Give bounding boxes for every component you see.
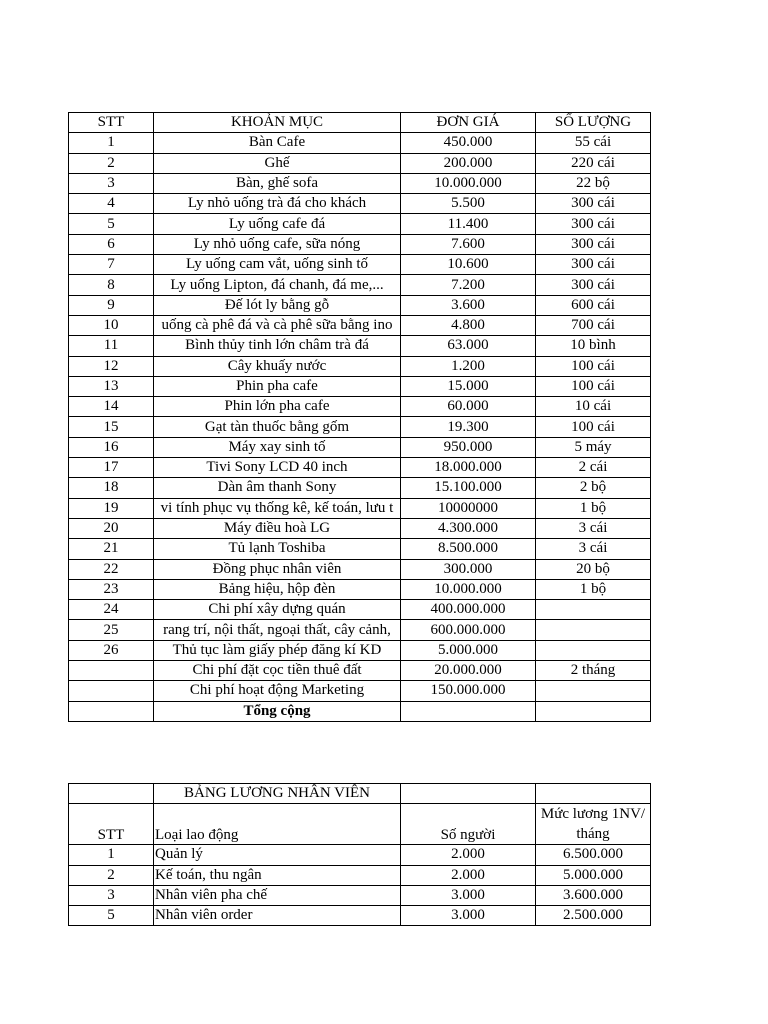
header-unit-price: ĐƠN GIÁ	[401, 113, 536, 133]
stt-cell	[69, 681, 154, 701]
quantity-cell: 5 máy	[536, 437, 651, 457]
unit-price-cell: 15.000	[401, 376, 536, 396]
table-row	[69, 153, 651, 173]
total-price-cell	[401, 701, 536, 721]
unit-price-cell: 60.000	[401, 397, 536, 417]
item-cell: Gạt tàn thuốc bằng gốm	[154, 417, 401, 437]
labor-type-cell: Kế toán, thu ngân	[154, 865, 401, 885]
header-stt: STT	[69, 804, 154, 845]
table-row	[69, 133, 651, 153]
salary-table	[68, 783, 651, 926]
unit-price-cell: 7.200	[401, 275, 536, 295]
stt-cell: 15	[69, 417, 154, 437]
table-row	[69, 437, 651, 457]
table-row	[69, 255, 651, 275]
item-cell: Đồng phục nhân viên	[154, 559, 401, 579]
total-stt-cell	[69, 701, 154, 721]
quantity-cell: 55 cái	[536, 133, 651, 153]
item-cell: rang trí, nội thất, ngoại thất, cây cảnh,	[154, 620, 401, 640]
stt-cell: 12	[69, 356, 154, 376]
table-row	[69, 417, 651, 437]
stt-cell: 19	[69, 498, 154, 518]
unit-price-cell: 5.000.000	[401, 640, 536, 660]
unit-price-cell: 20.000.000	[401, 661, 536, 681]
table-row	[69, 214, 651, 234]
stt-cell: 2	[69, 865, 154, 885]
salary-table-body	[69, 845, 651, 926]
quantity-cell: 10 bình	[536, 336, 651, 356]
item-cell: Ly uống Lipton, đá chanh, đá me,...	[154, 275, 401, 295]
quantity-cell: 300 cái	[536, 255, 651, 275]
unit-price-cell: 1.200	[401, 356, 536, 376]
unit-price-cell: 18.000.000	[401, 458, 536, 478]
stt-cell: 7	[69, 255, 154, 275]
unit-price-cell: 7.600	[401, 234, 536, 254]
item-cell: Cây khuấy nước	[154, 356, 401, 376]
table-row	[69, 336, 651, 356]
quantity-cell	[536, 681, 651, 701]
stt-cell: 1	[69, 845, 154, 865]
stt-cell: 2	[69, 153, 154, 173]
headcount-cell: 2.000	[401, 865, 536, 885]
stt-cell	[69, 661, 154, 681]
stt-cell: 22	[69, 559, 154, 579]
table-row	[69, 620, 651, 640]
labor-type-cell: Quản lý	[154, 845, 401, 865]
item-cell: vi tính phục vụ thống kê, kế toán, lưu t	[154, 498, 401, 518]
item-cell: Đế lót ly bằng gỗ	[154, 295, 401, 315]
header-quantity: SỐ LƯỢNG	[536, 113, 651, 133]
headcount-cell: 3.000	[401, 885, 536, 905]
table-row	[69, 559, 651, 579]
unit-price-cell: 300.000	[401, 559, 536, 579]
quantity-cell	[536, 600, 651, 620]
salary-cell: 5.000.000	[536, 865, 651, 885]
unit-price-cell: 19.300	[401, 417, 536, 437]
unit-price-cell: 950.000	[401, 437, 536, 457]
table-row	[69, 315, 651, 335]
stt-cell: 13	[69, 376, 154, 396]
salary-cell: 2.500.000	[536, 906, 651, 926]
stt-cell: 17	[69, 458, 154, 478]
stt-cell: 24	[69, 600, 154, 620]
unit-price-cell: 10.600	[401, 255, 536, 275]
header-monthly-salary: Mức lương 1NV/ tháng	[536, 804, 651, 845]
stt-cell: 8	[69, 275, 154, 295]
unit-price-cell: 3.600	[401, 295, 536, 315]
total-label: Tổng cộng	[154, 701, 401, 721]
table-row	[69, 173, 651, 193]
table-row	[69, 865, 651, 885]
quantity-cell: 22 bộ	[536, 173, 651, 193]
stt-cell: 3	[69, 173, 154, 193]
table-row	[69, 458, 651, 478]
item-cell: Tivi Sony LCD 40 inch	[154, 458, 401, 478]
table-row	[69, 579, 651, 599]
table-row	[69, 640, 651, 660]
table-row	[69, 661, 651, 681]
item-cell: Máy xay sinh tố	[154, 437, 401, 457]
salary-title-empty-cell	[69, 784, 154, 804]
stt-cell: 10	[69, 315, 154, 335]
stt-cell: 23	[69, 579, 154, 599]
item-cell: uống cà phê đá và cà phê sữa bằng ino	[154, 315, 401, 335]
quantity-cell: 100 cái	[536, 376, 651, 396]
quantity-cell: 220 cái	[536, 153, 651, 173]
unit-price-cell: 400.000.000	[401, 600, 536, 620]
stt-cell: 21	[69, 539, 154, 559]
table-row	[69, 681, 651, 701]
item-cell: Bàn, ghế sofa	[154, 173, 401, 193]
stt-cell: 9	[69, 295, 154, 315]
table-row	[69, 356, 651, 376]
labor-type-cell: Nhân viên order	[154, 906, 401, 926]
stt-cell: 14	[69, 397, 154, 417]
quantity-cell: 100 cái	[536, 417, 651, 437]
table-row	[69, 845, 651, 865]
unit-price-cell: 600.000.000	[401, 620, 536, 640]
header-item: KHOẢN MỤC	[154, 113, 401, 133]
item-cell: Phin lớn pha cafe	[154, 397, 401, 417]
quantity-cell: 300 cái	[536, 194, 651, 214]
item-cell: Ly uống cafe đá	[154, 214, 401, 234]
cost-table-body	[69, 133, 651, 701]
quantity-cell: 300 cái	[536, 214, 651, 234]
quantity-cell	[536, 620, 651, 640]
unit-price-cell: 450.000	[401, 133, 536, 153]
salary-title-empty-cell	[401, 784, 536, 804]
cost-header-row	[69, 113, 651, 133]
quantity-cell: 300 cái	[536, 275, 651, 295]
quantity-cell: 1 bộ	[536, 579, 651, 599]
cost-table	[68, 112, 651, 722]
quantity-cell: 1 bộ	[536, 498, 651, 518]
quantity-cell: 20 bộ	[536, 559, 651, 579]
unit-price-cell: 4.300.000	[401, 518, 536, 538]
item-cell: Bàn Cafe	[154, 133, 401, 153]
salary-title-empty-cell	[536, 784, 651, 804]
stt-cell: 1	[69, 133, 154, 153]
unit-price-cell: 150.000.000	[401, 681, 536, 701]
item-cell: Bảng hiệu, hộp đèn	[154, 579, 401, 599]
item-cell: Phin pha cafe	[154, 376, 401, 396]
item-cell: Ly uống cam vắt, uống sinh tố	[154, 255, 401, 275]
table-row	[69, 295, 651, 315]
table-row	[69, 376, 651, 396]
quantity-cell: 3 cái	[536, 539, 651, 559]
unit-price-cell: 200.000	[401, 153, 536, 173]
table-row	[69, 539, 651, 559]
header-labor-type: Loại lao động	[154, 804, 401, 845]
salary-cell: 6.500.000	[536, 845, 651, 865]
table-row	[69, 478, 651, 498]
quantity-cell: 2 cái	[536, 458, 651, 478]
stt-cell: 25	[69, 620, 154, 640]
table-row	[69, 397, 651, 417]
stt-cell: 26	[69, 640, 154, 660]
item-cell: Chi phí hoạt động Marketing	[154, 681, 401, 701]
table-row	[69, 518, 651, 538]
quantity-cell: 2 bộ	[536, 478, 651, 498]
item-cell: Bình thủy tinh lớn châm trà đá	[154, 336, 401, 356]
stt-cell: 3	[69, 885, 154, 905]
item-cell: Tủ lạnh Toshiba	[154, 539, 401, 559]
stt-cell: 16	[69, 437, 154, 457]
table-row	[69, 885, 651, 905]
stt-cell: 20	[69, 518, 154, 538]
table-row	[69, 906, 651, 926]
item-cell: Thủ tục làm giấy phép đăng kí KD	[154, 640, 401, 660]
total-qty-cell	[536, 701, 651, 721]
stt-cell: 6	[69, 234, 154, 254]
unit-price-cell: 10.000.000	[401, 173, 536, 193]
labor-type-cell: Nhân viên pha chế	[154, 885, 401, 905]
headcount-cell: 2.000	[401, 845, 536, 865]
unit-price-cell: 63.000	[401, 336, 536, 356]
salary-header-row	[69, 804, 651, 845]
item-cell: Ly nhỏ uống trà đá cho khách	[154, 194, 401, 214]
quantity-cell: 10 cái	[536, 397, 651, 417]
item-cell: Chi phí xây dựng quán	[154, 600, 401, 620]
header-headcount: Số người	[401, 804, 536, 845]
unit-price-cell: 8.500.000	[401, 539, 536, 559]
unit-price-cell: 15.100.000	[401, 478, 536, 498]
item-cell: Máy điều hoà LG	[154, 518, 401, 538]
unit-price-cell: 11.400	[401, 214, 536, 234]
salary-title: BẢNG LƯƠNG NHÂN VIÊN	[154, 784, 401, 804]
stt-cell: 4	[69, 194, 154, 214]
header-stt: STT	[69, 113, 154, 133]
quantity-cell: 600 cái	[536, 295, 651, 315]
unit-price-cell: 4.800	[401, 315, 536, 335]
stt-cell: 18	[69, 478, 154, 498]
item-cell: Chi phí đặt cọc tiền thuê đất	[154, 661, 401, 681]
unit-price-cell: 5.500	[401, 194, 536, 214]
unit-price-cell: 10000000	[401, 498, 536, 518]
item-cell: Dàn âm thanh Sony	[154, 478, 401, 498]
table-row	[69, 194, 651, 214]
salary-cell: 3.600.000	[536, 885, 651, 905]
quantity-cell: 100 cái	[536, 356, 651, 376]
quantity-cell: 700 cái	[536, 315, 651, 335]
item-cell: Ly nhỏ uống cafe, sữa nóng	[154, 234, 401, 254]
stt-cell: 11	[69, 336, 154, 356]
table-row	[69, 600, 651, 620]
quantity-cell: 300 cái	[536, 234, 651, 254]
quantity-cell: 2 tháng	[536, 661, 651, 681]
stt-cell: 5	[69, 906, 154, 926]
table-row	[69, 275, 651, 295]
headcount-cell: 3.000	[401, 906, 536, 926]
quantity-cell	[536, 640, 651, 660]
table-row	[69, 498, 651, 518]
stt-cell: 5	[69, 214, 154, 234]
unit-price-cell: 10.000.000	[401, 579, 536, 599]
item-cell: Ghế	[154, 153, 401, 173]
salary-title-row	[69, 784, 651, 804]
table-row	[69, 234, 651, 254]
total-row	[69, 701, 651, 721]
quantity-cell: 3 cái	[536, 518, 651, 538]
